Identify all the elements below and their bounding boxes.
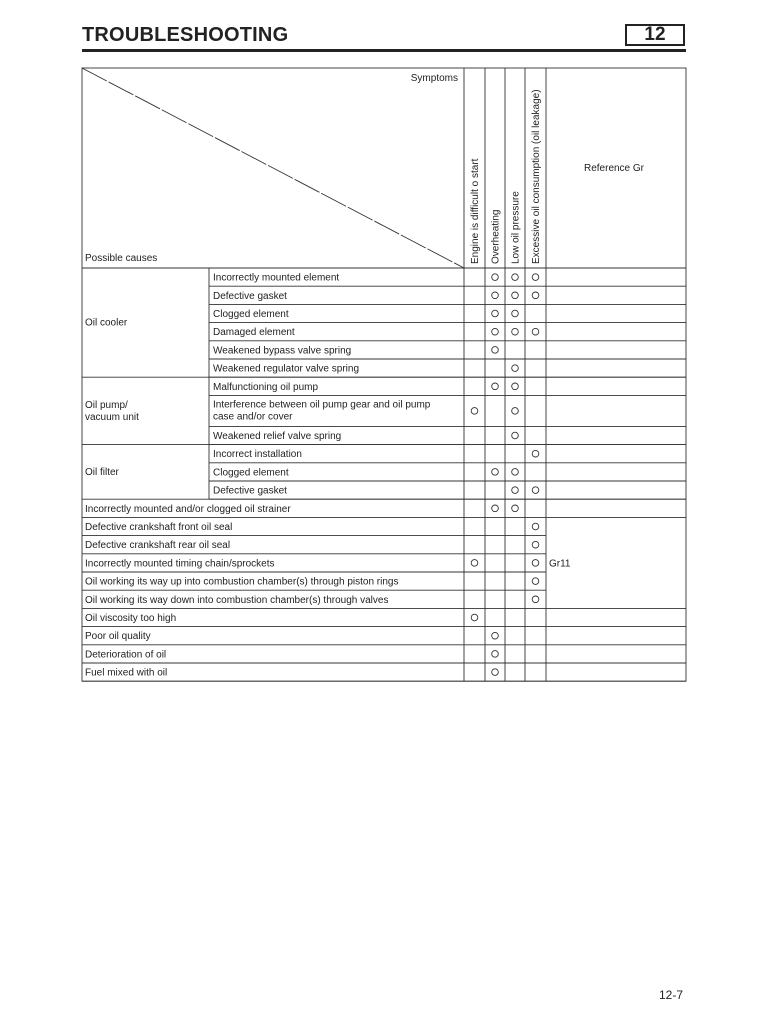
check-mark-circle (492, 292, 499, 299)
symptom-header: Excessive oil consumption (oil leakage) (531, 89, 542, 264)
cause-label: Incorrectly mounted element (213, 272, 340, 284)
chapter-number-box: 12 (625, 24, 685, 46)
check-mark-circle (532, 450, 539, 457)
group-label: vacuum unit (85, 411, 139, 423)
check-mark-circle (532, 560, 539, 567)
cause-label: Incorrectly mounted timing chain/sprockets (85, 558, 275, 570)
check-mark-circle (512, 383, 519, 390)
check-mark-circle (512, 274, 519, 281)
symptom-header: Low oil pressure (510, 191, 522, 264)
table-border (82, 68, 686, 681)
check-mark-circle (492, 632, 499, 639)
cause-label: case and/or cover (213, 411, 293, 423)
group-label: Oil filter (85, 466, 119, 478)
check-mark-circle (492, 347, 499, 354)
cause-label: Weakened bypass valve spring (213, 345, 352, 357)
possible-causes-label: Possible causes (85, 253, 158, 264)
cause-label: Poor oil quality (85, 631, 151, 643)
cause-label: Interference between oil pump gear and oil pump (213, 399, 431, 411)
check-mark-circle (512, 432, 519, 439)
cause-label: Incorrectly mounted and/or clogged oil strainer (85, 503, 291, 515)
cause-label: Weakened relief valve spring (213, 431, 342, 442)
check-mark-circle (532, 328, 539, 335)
check-mark-circle (492, 274, 499, 281)
check-mark-circle (512, 328, 519, 335)
cause-label: Malfunctioning oil pump (213, 381, 319, 393)
check-mark-circle (492, 383, 499, 390)
page-number: 12-7 (659, 988, 684, 1002)
check-mark-circle (492, 328, 499, 335)
cause-label: Damaged element (213, 327, 295, 339)
cause-label: Defective crankshaft front oil seal (85, 522, 233, 533)
reference-value: Gr11 (549, 558, 571, 570)
check-mark-circle (532, 274, 539, 281)
check-mark-circle (492, 651, 499, 658)
check-mark-circle (492, 669, 499, 676)
symptom-header: Engine is difficult o start (470, 158, 481, 264)
check-mark-circle (512, 469, 519, 476)
check-mark-circle (512, 310, 519, 317)
cause-label: Fuel mixed with oil (85, 667, 168, 679)
check-mark-circle (492, 505, 499, 512)
cause-label: Defective crankshaft rear oil seal (85, 540, 231, 552)
cause-label: Clogged element (213, 309, 289, 320)
check-mark-circle (532, 487, 539, 494)
cause-label: Oil viscosity too high (85, 613, 177, 624)
symptoms-label: Symptoms (410, 73, 458, 84)
check-mark-circle (512, 408, 519, 415)
cause-label: Defective gasket (213, 290, 287, 302)
check-mark-circle (512, 487, 519, 494)
check-mark-circle (512, 505, 519, 512)
cause-label: Deterioration of oil (85, 649, 167, 661)
cause-label: Weakened regulator valve spring (213, 363, 360, 375)
group-label: Oil pump/ (85, 399, 128, 411)
check-mark-circle (471, 408, 478, 415)
check-mark-circle (532, 292, 539, 299)
check-mark-circle (532, 541, 539, 548)
check-mark-circle (512, 292, 519, 299)
check-mark-circle (532, 578, 539, 585)
check-mark-circle (492, 310, 499, 317)
cause-label: Clogged element (213, 467, 289, 479)
symptom-header: Overheating (490, 209, 502, 264)
cause-label: Defective gasket (213, 485, 287, 497)
check-mark-circle (471, 560, 478, 567)
check-mark-circle (532, 523, 539, 530)
cause-label: Oil working its way up into combustion chamber(s) through piston rings (85, 576, 399, 588)
reference-header: Reference Gr (583, 163, 645, 174)
page-title: TROUBLESHOOTING (82, 24, 289, 46)
header-diagonal (82, 68, 464, 268)
cause-label: Oil working its way down into combustion chamber(s) through valves (85, 594, 389, 606)
check-mark-circle (532, 596, 539, 603)
check-mark-circle (471, 614, 478, 621)
check-mark-circle (512, 365, 519, 372)
cause-label: Incorrect installation (213, 449, 302, 461)
check-mark-circle (492, 469, 499, 476)
group-label: Oil cooler (85, 317, 128, 329)
